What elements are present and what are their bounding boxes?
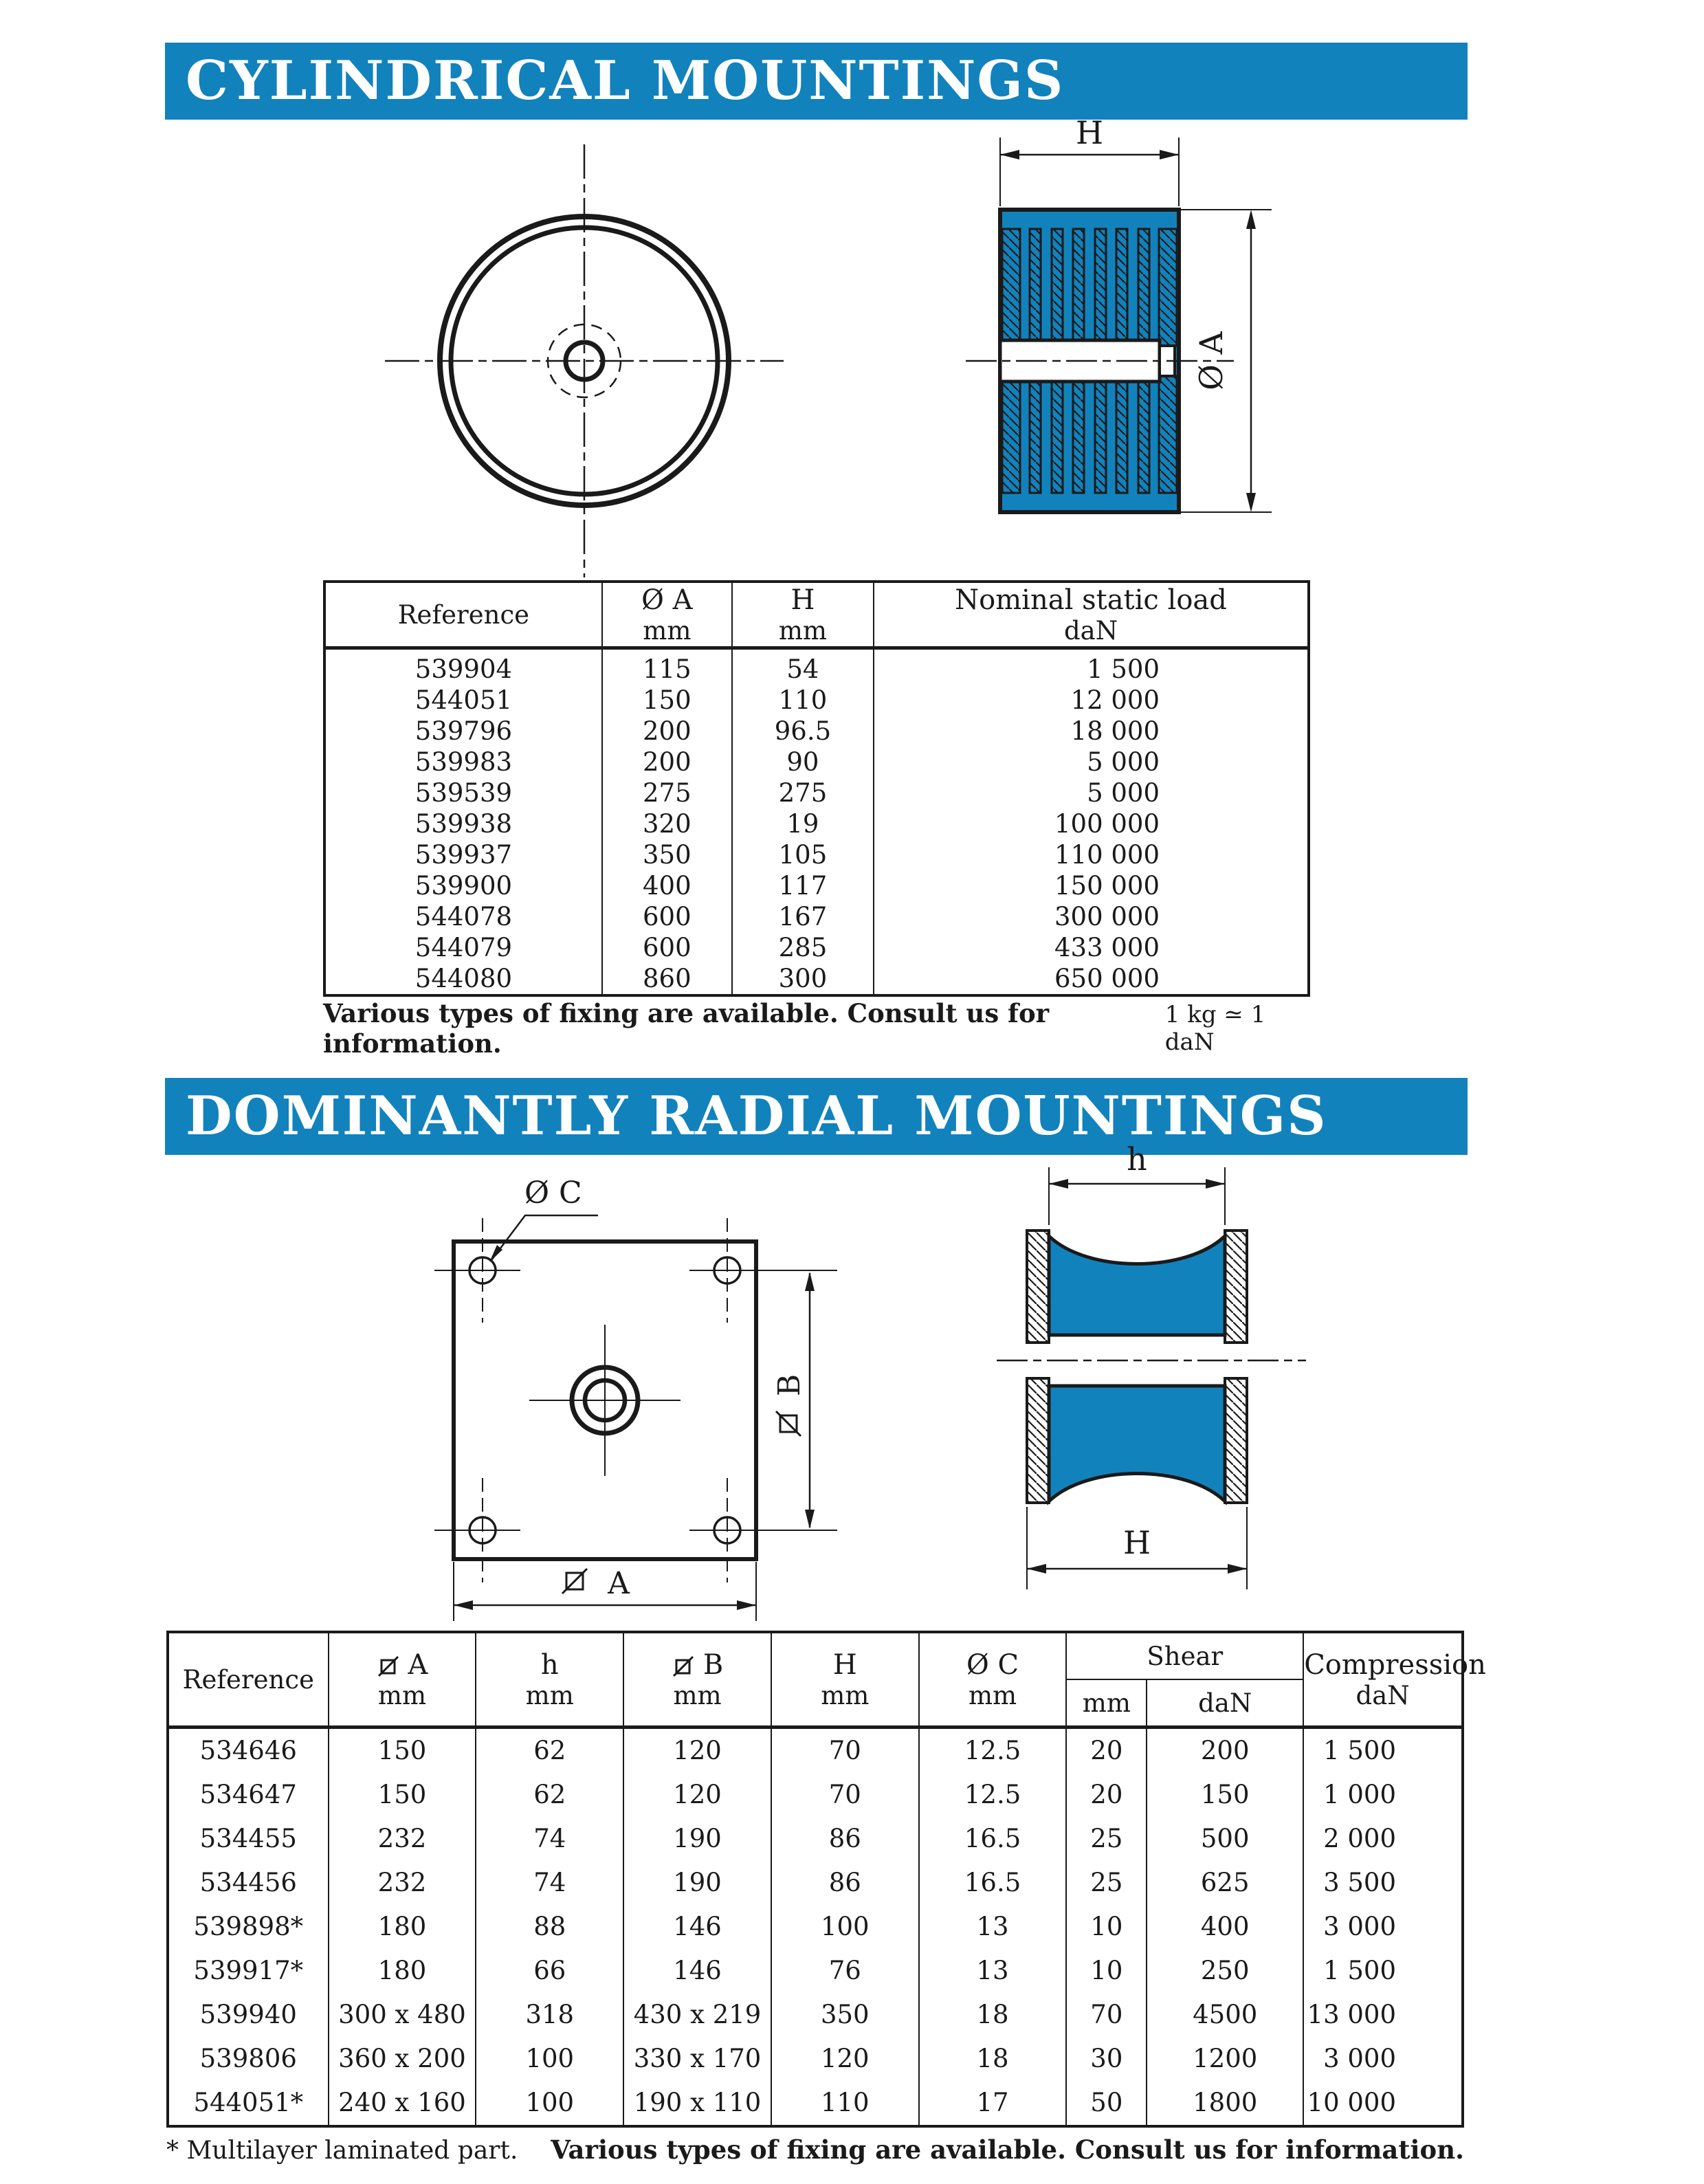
cell-dia-a: 275 — [602, 777, 732, 808]
cell-shear-dan: 250 — [1147, 1949, 1303, 1993]
table-row — [324, 648, 1309, 685]
cell-shear-mm: 10 — [1066, 1949, 1147, 1993]
table-row — [168, 1905, 1463, 1949]
cell-shear-mm: 20 — [1066, 1773, 1147, 1817]
cell-dia-a: 115 — [602, 648, 732, 685]
cell-reference: 534456 — [199, 1868, 297, 1897]
cell-compression: 3 000 — [1303, 2037, 1463, 2081]
cell-dia-a: 350 — [602, 839, 732, 870]
cell-h: 285 — [732, 932, 874, 963]
col-header-dia-c: Ø C mm — [919, 1632, 1067, 1728]
cell-square-a: 240 x 160 — [329, 2081, 476, 2126]
cell-dia-c: 13 — [919, 1949, 1067, 1993]
cell-square-a: 150 — [329, 1773, 476, 1817]
cell-dia-a: 200 — [602, 747, 732, 777]
dim-A-label: A — [608, 1566, 630, 1601]
cell-dia-a: 150 — [602, 685, 732, 716]
radial-side-section-drawing — [983, 1134, 1368, 1615]
cell-shear-dan: 200 — [1147, 1728, 1303, 1774]
cell-compression: 1 500 — [1303, 1949, 1463, 1993]
cell-dia-a: 320 — [602, 808, 732, 839]
cell-shear-mm: 50 — [1066, 2081, 1147, 2126]
table-row — [324, 932, 1309, 963]
cell-dia-c: 13 — [919, 1905, 1067, 1949]
cell-load: 18 000 — [874, 716, 1309, 747]
cell-shear-dan: 500 — [1147, 1817, 1303, 1861]
section1-note-line — [323, 998, 1310, 1059]
cell-small-h: 62 — [476, 1773, 623, 1817]
cell-reference: 539539 — [414, 778, 513, 808]
fixing-note: Various types of fixing are available. Consult us for information. — [551, 2135, 1464, 2165]
cell-cap-h: 70 — [771, 1728, 919, 1774]
cell-compression: 3 500 — [1303, 1861, 1463, 1905]
dimension-h-inner — [1049, 1140, 1225, 1225]
dimension-square-A — [454, 1562, 756, 1621]
cell-dia-c: 16.5 — [919, 1817, 1067, 1861]
fixing-note: Various types of fixing are available. Consult us for information. — [323, 998, 1050, 1059]
cell-h: 110 — [732, 685, 874, 716]
cell-load: 150 000 — [874, 870, 1309, 901]
cell-compression: 1 000 — [1303, 1773, 1463, 1817]
cell-square-b: 190 x 110 — [623, 2081, 771, 2126]
cell-small-h: 74 — [476, 1861, 623, 1905]
col-header-square-b: B mm — [623, 1632, 771, 1728]
cell-shear-dan: 1800 — [1147, 2081, 1303, 2126]
col-header-reference: Reference — [397, 599, 530, 630]
table-row — [324, 685, 1309, 716]
cell-compression: 3 000 — [1303, 1905, 1463, 1949]
cell-square-a: 232 — [329, 1817, 476, 1861]
cell-dia-c: 16.5 — [919, 1861, 1067, 1905]
cell-reference: 539806 — [199, 2044, 297, 2073]
central-boss — [529, 1325, 681, 1476]
cell-cap-h: 70 — [771, 1773, 919, 1817]
dim-H-label: H — [1075, 114, 1104, 151]
unit-equivalence: 1 kg ≃ 1 daN — [1164, 1001, 1266, 1056]
cell-dia-c: 12.5 — [919, 1728, 1067, 1774]
cell-shear-dan: 4500 — [1147, 1993, 1303, 2037]
table1-header — [324, 582, 1309, 648]
cell-cap-h: 100 — [771, 1905, 919, 1949]
cell-dia-a: 200 — [602, 716, 732, 747]
cell-cap-h: 120 — [771, 2037, 919, 2081]
cell-h: 117 — [732, 870, 874, 901]
section1-title-bar — [165, 43, 1468, 120]
cell-square-b: 190 — [623, 1861, 771, 1905]
cylindrical-mountings-table — [323, 580, 1310, 997]
cell-dia-c: 17 — [919, 2081, 1067, 2126]
dimension-H — [1000, 114, 1179, 206]
cell-compression: 1 500 — [1303, 1728, 1463, 1774]
cell-reference: 544078 — [414, 902, 513, 931]
cell-small-h: 100 — [476, 2081, 623, 2126]
cell-reference: 539900 — [414, 871, 513, 901]
cell-reference: 539938 — [414, 809, 513, 839]
cell-h: 90 — [732, 747, 874, 777]
table2-header — [168, 1632, 1486, 1728]
radial-mountings-table — [166, 1631, 1486, 2128]
dim-dia-C-label: Ø C — [524, 1176, 582, 1211]
cell-load: 300 000 — [874, 901, 1309, 932]
col-header-h: H mm — [732, 582, 874, 648]
cell-load: 5 000 — [874, 777, 1309, 808]
cell-square-b: 146 — [623, 1949, 771, 1993]
cell-dia-c: 18 — [919, 2037, 1067, 2081]
cell-small-h: 66 — [476, 1949, 623, 1993]
cell-square-b: 120 — [623, 1728, 771, 1774]
col-header-dia-a: Ø A mm — [602, 582, 732, 648]
rubber-upper-half — [1049, 1236, 1225, 1335]
cell-reference: 544051 — [414, 685, 513, 715]
cell-reference: 534647 — [199, 1780, 297, 1809]
cell-cap-h: 86 — [771, 1817, 919, 1861]
dim-dia-A-label: Ø A — [1193, 331, 1230, 390]
cell-square-a: 360 x 200 — [329, 2037, 476, 2081]
cell-shear-dan: 1200 — [1147, 2037, 1303, 2081]
table-row — [168, 1949, 1463, 1993]
cell-h: 105 — [732, 839, 874, 870]
table-row — [168, 1861, 1463, 1905]
section1-title: CYLINDRICAL MOUNTINGS — [186, 49, 1065, 112]
cell-reference: 539904 — [414, 654, 513, 684]
table-row — [324, 777, 1309, 808]
square-symbol-icon — [672, 1655, 695, 1678]
col-header-shear-mm: mm — [1066, 1679, 1147, 1728]
cell-reference: 544080 — [414, 964, 513, 993]
col-header-reference: Reference — [182, 1664, 314, 1695]
cell-square-b: 330 x 170 — [623, 2037, 771, 2081]
cylindrical-side-section-drawing — [955, 113, 1382, 595]
dimension-dia-A — [1181, 210, 1272, 512]
cell-shear-mm: 20 — [1066, 1728, 1147, 1774]
cell-reference: 539796 — [414, 716, 513, 746]
cell-reference: 544079 — [414, 933, 513, 962]
cell-h: 19 — [732, 808, 874, 839]
cell-dia-c: 18 — [919, 1993, 1067, 2037]
cell-shear-dan: 400 — [1147, 1905, 1303, 1949]
cell-shear-mm: 70 — [1066, 1993, 1147, 2037]
cell-load: 433 000 — [874, 932, 1309, 963]
cell-small-h: 318 — [476, 1993, 623, 2037]
cell-h: 300 — [732, 963, 874, 995]
cell-dia-a: 600 — [602, 901, 732, 932]
cell-square-b: 120 — [623, 1773, 771, 1817]
cylindrical-front-view-drawing — [347, 124, 828, 605]
cell-dia-a: 400 — [602, 870, 732, 901]
table-row — [168, 2037, 1463, 2081]
cell-small-h: 74 — [476, 1817, 623, 1861]
dim-h-label: h — [1127, 1140, 1147, 1178]
cell-reference: 534646 — [199, 1736, 297, 1765]
cell-shear-mm: 30 — [1066, 2037, 1147, 2081]
cell-compression: 2 000 — [1303, 1817, 1463, 1861]
cell-small-h: 62 — [476, 1728, 623, 1774]
cell-square-a: 232 — [329, 1861, 476, 1905]
table-row — [324, 839, 1309, 870]
multilayer-footnote: * Multilayer laminated part. — [166, 2137, 518, 2165]
cell-shear-dan: 625 — [1147, 1861, 1303, 1905]
cell-reference: 534455 — [199, 1824, 297, 1853]
table-row — [324, 870, 1309, 901]
table-row — [168, 2081, 1463, 2126]
cell-shear-mm: 25 — [1066, 1861, 1147, 1905]
cell-compression: 13 000 — [1303, 1993, 1463, 2037]
section2-note-line — [166, 2135, 1464, 2165]
cell-square-a: 300 x 480 — [329, 1993, 476, 2037]
cell-square-b: 430 x 219 — [623, 1993, 771, 2037]
table-row — [324, 716, 1309, 747]
cell-h: 54 — [732, 648, 874, 685]
dimension-dia-C — [489, 1176, 598, 1262]
cell-square-a: 180 — [329, 1905, 476, 1949]
cell-reference: 539937 — [414, 840, 513, 870]
table-row — [168, 1728, 1463, 1774]
col-header-compression: Compression daN — [1303, 1632, 1463, 1728]
cell-load: 100 000 — [874, 808, 1309, 839]
cell-reference: 539898* — [193, 1912, 304, 1941]
table-row — [324, 808, 1309, 839]
table-row — [324, 747, 1309, 777]
dimension-H-total — [1027, 1507, 1247, 1589]
cell-load: 110 000 — [874, 839, 1309, 870]
cell-reference: 539940 — [199, 2000, 297, 2029]
cell-reference: 539917* — [193, 1956, 304, 1985]
cell-small-h: 88 — [476, 1905, 623, 1949]
cell-h: 167 — [732, 901, 874, 932]
cell-small-h: 100 — [476, 2037, 623, 2081]
table-row — [168, 1993, 1463, 2037]
col-header-square-a: A mm — [329, 1632, 476, 1728]
cell-cap-h: 86 — [771, 1861, 919, 1905]
col-header-shear-dan: daN — [1147, 1679, 1303, 1728]
table-row — [324, 963, 1309, 995]
section2-title: DOMINANTLY RADIAL MOUNTINGS — [186, 1085, 1327, 1147]
cell-load: 650 000 — [874, 963, 1309, 995]
col-header-small-h: h mm — [476, 1632, 623, 1728]
cell-shear-dan: 150 — [1147, 1773, 1303, 1817]
col-header-load: Nominal static load daN — [874, 582, 1309, 648]
cell-dia-c: 12.5 — [919, 1773, 1067, 1817]
cell-cap-h: 350 — [771, 1993, 919, 2037]
cell-load: 12 000 — [874, 685, 1309, 716]
cell-shear-mm: 10 — [1066, 1905, 1147, 1949]
cell-h: 275 — [732, 777, 874, 808]
col-header-cap-h: H mm — [771, 1632, 919, 1728]
cell-cap-h: 110 — [771, 2081, 919, 2126]
dimension-square-B — [772, 1272, 815, 1529]
cell-load: 1 500 — [874, 648, 1309, 685]
dim-B-label: B — [772, 1374, 807, 1397]
table-row — [324, 901, 1309, 932]
cell-cap-h: 76 — [771, 1949, 919, 1993]
cell-square-a: 150 — [329, 1728, 476, 1774]
radial-top-view-drawing — [381, 1162, 883, 1636]
cell-compression: 10 000 — [1303, 2081, 1463, 2126]
col-header-shear: Shear — [1066, 1632, 1303, 1679]
cell-h: 96.5 — [732, 716, 874, 747]
dim-H-label: H — [1122, 1524, 1151, 1561]
cell-reference: 539983 — [414, 747, 513, 777]
cell-dia-a: 860 — [602, 963, 732, 995]
cell-square-b: 146 — [623, 1905, 771, 1949]
cell-square-a: 180 — [329, 1949, 476, 1993]
cell-dia-a: 600 — [602, 932, 732, 963]
table-row — [168, 1817, 1463, 1861]
square-symbol-icon — [377, 1655, 400, 1678]
cell-load: 5 000 — [874, 747, 1309, 777]
cell-square-b: 190 — [623, 1817, 771, 1861]
table-row — [168, 1773, 1463, 1817]
rubber-lower-half — [1049, 1386, 1225, 1501]
cell-shear-mm: 25 — [1066, 1817, 1147, 1861]
cell-reference: 544051* — [193, 2088, 304, 2117]
